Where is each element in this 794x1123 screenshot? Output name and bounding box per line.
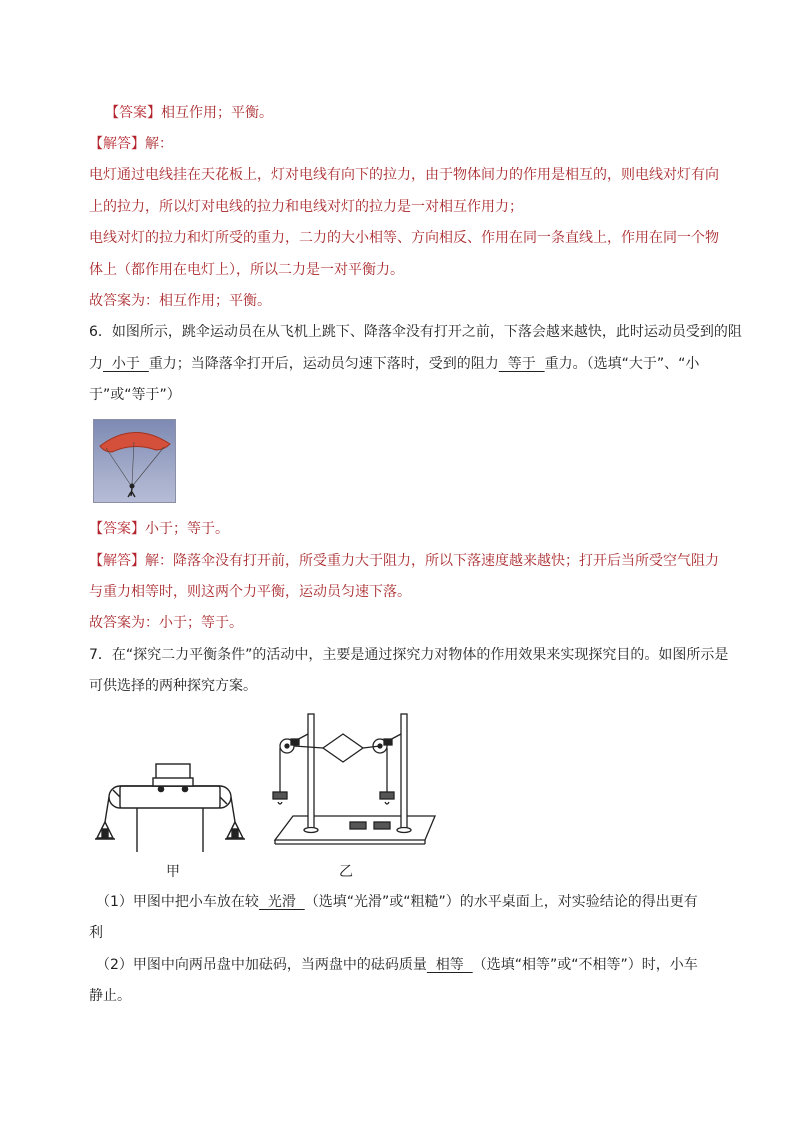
parachute-photo — [93, 419, 176, 503]
q6-answer — [89, 519, 229, 539]
q5-answer — [105, 103, 273, 123]
figure-label-jia: 甲 — [166, 864, 180, 880]
analysis-head: 解： — [145, 136, 173, 152]
q7-sub-1-text-b: （选填“光滑”或“粗糙”）的水平桌面上，对实验结论的得出更有 — [304, 894, 698, 910]
q6-question-line-2 — [89, 354, 699, 374]
answer-tag: 【答案】 — [89, 521, 145, 537]
experiment-figures — [95, 712, 445, 852]
q5-analysis-line-2: 上的拉力，所以灯对电线的拉力和电线对灯的拉力是一对相互作用力； — [89, 199, 523, 215]
q7-sub-1-line-2: 利 — [89, 925, 103, 941]
q7-sub-2-line-1 — [96, 955, 698, 975]
q5-analysis-line-4: 体上（都作用在电灯上），所以二力是一对平衡力。 — [89, 262, 404, 278]
analysis-text: 解：降落伞没有打开前，所受重力大于阻力，所以下落速度越来越快；打开后当所受空气阻力 — [145, 553, 719, 569]
q6-analysis-line-2: 与重力相等时，则这两个力平衡，运动员匀速下落。 — [89, 584, 411, 600]
q6-blank-1: 小于 — [103, 356, 149, 372]
q7-sub-2-text-b: （选填“相等”或“不相等”）时，小车 — [472, 957, 698, 973]
q5-analysis-line-1: 电灯通过电线挂在天花板上，灯对电线有向下的拉力，由于物体间力的作用是相互的，则电线对灯有向 — [89, 167, 719, 183]
q7-sub-1-blank: 光滑 — [258, 894, 305, 910]
q6-blank-2: 等于 — [498, 356, 545, 372]
q7-question-line-1: 7．在“探究二力平衡条件”的活动中，主要是通过探究力对物体的作用效果来实现探究目的。如图所示是 — [89, 647, 729, 663]
answer-text: 小于；等于。 — [145, 521, 229, 537]
figure-jia — [95, 764, 245, 852]
q7-sub-2-text-a: （2）甲图中向两吊盘中加砝码，当两盘中的砝码质量 — [96, 957, 427, 973]
q7-sub-2-line-2: 静止。 — [89, 988, 131, 1004]
answer-text: 相互作用；平衡。 — [161, 105, 273, 121]
answer-tag: 【答案】 — [105, 105, 161, 121]
figure-yi — [273, 714, 435, 844]
q5-final-answer: 故答案为：相互作用；平衡。 — [89, 293, 271, 309]
q6-text-b: 重力；当降落伞打开后，运动员匀速下落时，受到的阻力 — [148, 356, 499, 372]
figure-label-yi: 乙 — [339, 864, 353, 880]
q5-analysis-head — [89, 134, 173, 154]
q7-sub-2-blank: 相等 — [426, 957, 473, 973]
q6-analysis-line-1 — [89, 551, 719, 571]
q7-sub-1-line-1 — [96, 892, 698, 912]
q6-text-a: 力 — [89, 356, 103, 372]
q6-question-line-1: 6．如图所示，跳伞运动员在从飞机上跳下、降落伞没有打开之前，下落会越来越快，此时运动员受到的阻 — [89, 324, 742, 340]
q6-question-line-3: 于”或“等于”） — [89, 387, 181, 403]
q6-final-answer: 故答案为：小于；等于。 — [89, 615, 243, 631]
analysis-tag: 【解答】 — [89, 553, 145, 569]
q7-sub-1-text-a: （1）甲图中把小车放在较 — [96, 894, 259, 910]
q7-question-line-2: 可供选择的两种探究方案。 — [89, 678, 257, 694]
analysis-tag: 【解答】 — [89, 136, 145, 152]
q6-text-c: 重力。（选填“大于”、“小 — [544, 356, 700, 372]
q5-analysis-line-3: 电线对灯的拉力和灯所受的重力，二力的大小相等、方向相反、作用在同一条直线上，作用在同一个物 — [89, 230, 719, 246]
